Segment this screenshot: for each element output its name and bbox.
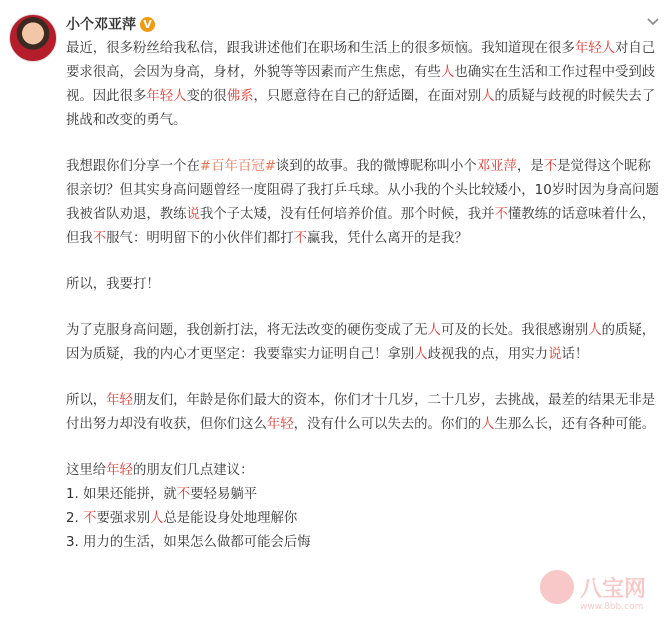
text-run: 的质疑与歧视的时候失去了挑战和改变的勇气。 [66, 89, 656, 128]
text-run: 谈到的故事。我的微博昵称叫小个 [275, 159, 477, 174]
highlighted-keyword: 不 [494, 207, 508, 222]
text-run: 歧视我的点，用实力 [427, 347, 549, 362]
post-paragraph [66, 37, 662, 133]
text-run: 变的很 [186, 89, 227, 104]
text-run: 总是能设身处地理解你 [163, 511, 298, 526]
text-run: 的质疑，因为质疑，我的内心才更坚定：我要靠实力证明自己！拿别 [66, 323, 656, 362]
text-run: 生那么长，还有各种可能。 [494, 417, 656, 432]
text-run: 最近，很多粉丝给我私信，跟我讲述他们在职场和生活上的很多烦恼。我知道现在很多 [66, 41, 575, 56]
highlighted-keyword: 年轻人 [146, 89, 187, 104]
text-run: 服气：明明留下的小伙伴们都打 [106, 231, 294, 246]
text-run: ，没有什么可以失去的。你们的 [293, 417, 482, 432]
text-run: 可及的长处。我很感谢别 [440, 323, 589, 338]
highlighted-keyword: 不 [83, 511, 97, 526]
text-run: ，只愿意待在自己的舒适圈，在面对别 [253, 89, 482, 104]
text-run: 这里给 [66, 463, 107, 478]
text-run: 也确实在生活和工作过程中受到歧视。因此很多 [66, 65, 656, 104]
chevron-down-icon[interactable] [646, 15, 660, 29]
post-paragraph [66, 459, 662, 555]
text-run: 懂教练的话意味着什么，但我 [66, 207, 656, 246]
text-run: 我想跟你们分享一个在 [66, 159, 200, 174]
highlighted-keyword: 年轻 [266, 417, 294, 432]
avatar[interactable] [9, 14, 57, 62]
text-run: 1. 如果还能拼，就 [66, 487, 177, 502]
text-run: 话！ [561, 347, 589, 362]
watermark-url: www.8bb.com [580, 602, 644, 612]
highlighted-keyword: 人 [427, 323, 441, 338]
highlighted-keyword: 说 [548, 347, 562, 362]
post-paragraph [66, 273, 662, 297]
hashtag-link[interactable]: #百年百冠# [199, 159, 276, 174]
highlighted-keyword: 不 [543, 159, 558, 174]
post-list-line [66, 507, 662, 531]
post-list-line [66, 483, 662, 507]
highlighted-keyword: 不 [176, 487, 191, 502]
text-run: 2. [66, 511, 84, 526]
text-run: 朋友们，年龄是你们最大的资本，你们才十几岁，二十几岁，去挑战，最差的结果无非是付出努力却没有收获，但你们这么 [66, 393, 656, 432]
author-name[interactable]: 小个邓亚萍 [66, 17, 136, 33]
post-list-line [66, 459, 662, 483]
highlighted-keyword: 人 [414, 347, 428, 362]
highlighted-keyword: 人 [481, 89, 495, 104]
highlighted-keyword: 佛系 [226, 89, 254, 104]
text-run: 为了克服身高问题，我创新打法，将无法改变的硬伤变成了无 [66, 323, 428, 338]
highlighted-keyword: 不 [92, 231, 107, 246]
text-run: ，是 [516, 159, 544, 174]
highlighted-keyword: 说 [186, 207, 200, 222]
watermark-text: 八宝网 [580, 577, 647, 602]
highlighted-keyword: 人 [440, 65, 455, 80]
site-watermark [540, 570, 670, 620]
post-paragraph [66, 319, 662, 367]
highlighted-keyword: 年轻 [106, 463, 133, 478]
post-paragraph [66, 155, 662, 251]
highlighted-keyword: 年轻 [106, 393, 133, 408]
post-header [66, 14, 155, 34]
text-run: 对自己要求很高，会因为身高，身材，外貌等等因素而产生焦虑，有些 [66, 41, 656, 80]
text-run: 3. 用力的生活，如果怎么做都可能会后悔 [66, 535, 311, 550]
text-run: 我个子太矮，没有任何培养价值。那个时候，我并 [199, 207, 495, 222]
text-run: 赢我，凭什么离开的是我？ [307, 231, 468, 246]
post-paragraph [66, 389, 662, 437]
highlighted-keyword: 人 [150, 511, 164, 526]
post-body [66, 37, 662, 555]
text-run: 是觉得这个昵称很亲切？但其实身高问题曾经一度阻碍了我打乒乓球。从小我的个头比较矮小，10岁时因为身高问题我被省队劝退，教练 [66, 159, 659, 222]
text-run: 所以，我要打！ [66, 277, 160, 292]
highlighted-keyword: 人 [588, 323, 602, 338]
text-run: 要强求别 [96, 511, 150, 526]
text-run: 的朋友们几点建议： [132, 463, 254, 478]
highlighted-keyword: 邓亚萍 [476, 159, 517, 174]
text-run: 所以， [66, 393, 107, 408]
watermark-logo-icon [540, 570, 574, 604]
highlighted-keyword: 年轻人 [574, 41, 616, 56]
highlighted-keyword: 不 [293, 231, 308, 246]
text-run: 要轻易躺平 [190, 487, 258, 502]
post-list-line [66, 531, 662, 555]
verified-badge-icon: V [140, 17, 155, 32]
highlighted-keyword: 人 [481, 417, 495, 432]
